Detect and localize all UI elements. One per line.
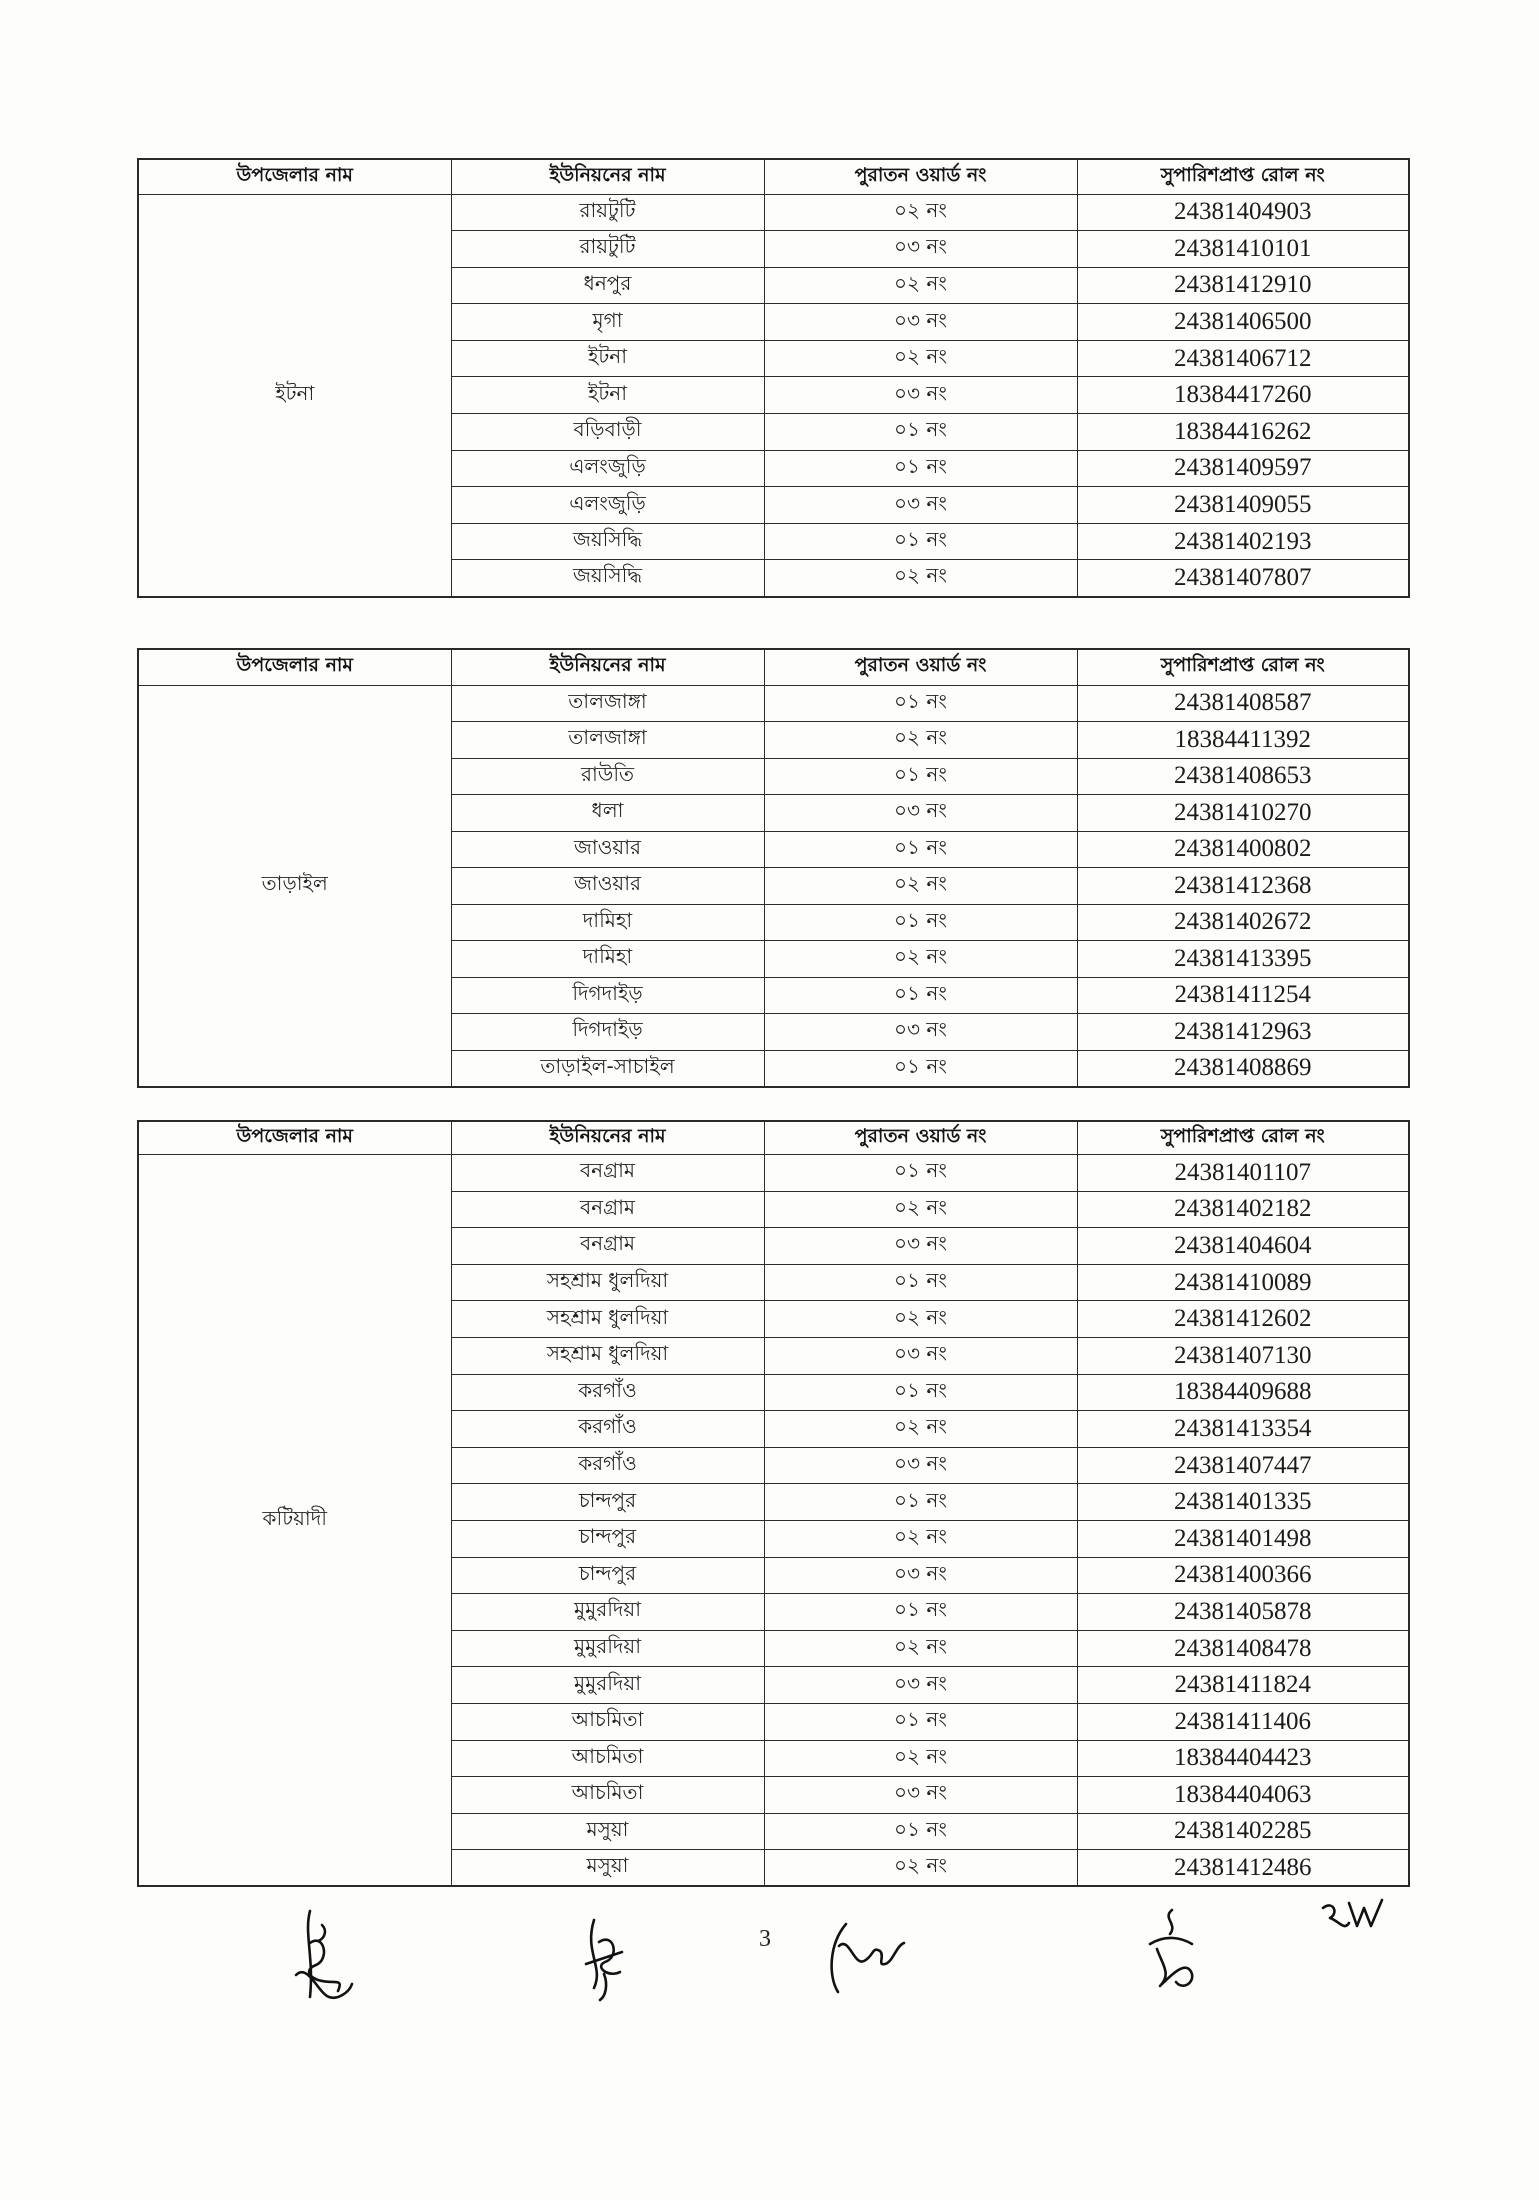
roll-cell: 24381410270 xyxy=(1077,795,1409,832)
union-cell: এলংজুড়ি xyxy=(451,450,764,487)
roll-cell: 24381411406 xyxy=(1077,1703,1409,1740)
union-cell: তালজাঙ্গা xyxy=(451,685,764,722)
recommended-roll-table-3 xyxy=(137,1120,1410,1887)
union-cell: চান্দপুর xyxy=(451,1557,764,1594)
ward-cell: ০৩ নং xyxy=(764,1337,1077,1374)
union-cell: বনগ্রাম xyxy=(451,1228,764,1265)
union-cell: আচমিতা xyxy=(451,1740,764,1777)
roll-cell: 24381401107 xyxy=(1077,1155,1409,1192)
union-cell: করগাঁও xyxy=(451,1374,764,1411)
union-cell: ধলা xyxy=(451,795,764,832)
roll-cell: 18384404063 xyxy=(1077,1777,1409,1814)
union-cell: তালজাঙ্গা xyxy=(451,722,764,759)
ward-cell: ০১ নং xyxy=(764,1813,1077,1850)
union-cell: আচমিতা xyxy=(451,1777,764,1814)
union-cell: মুমুরদিয়া xyxy=(451,1630,764,1667)
union-cell: তাড়াইল-সাচাইল xyxy=(451,1050,764,1087)
union-cell: করগাঁও xyxy=(451,1411,764,1448)
roll-cell: 18384416262 xyxy=(1077,414,1409,451)
ward-cell: ০৩ নং xyxy=(764,795,1077,832)
header-row xyxy=(138,649,1409,685)
table-row xyxy=(138,685,1409,722)
roll-cell: 24381406500 xyxy=(1077,304,1409,341)
ward-cell: ০৩ নং xyxy=(764,1228,1077,1265)
roll-cell: 24381407130 xyxy=(1077,1337,1409,1374)
roll-cell: 24381402285 xyxy=(1077,1813,1409,1850)
roll-cell: 18384411392 xyxy=(1077,722,1409,759)
ward-cell: ০১ নং xyxy=(764,1155,1077,1192)
header-row xyxy=(138,1121,1409,1155)
ward-cell: ০৩ নং xyxy=(764,487,1077,524)
table-header xyxy=(138,1121,1409,1155)
roll-cell: 24381410089 xyxy=(1077,1264,1409,1301)
union-cell: মসুয়া xyxy=(451,1813,764,1850)
union-cell: এলংজুড়ি xyxy=(451,487,764,524)
union-cell: দিগদাইড় xyxy=(451,977,764,1014)
roll-cell: 24381408587 xyxy=(1077,685,1409,722)
signature-4 xyxy=(1142,1904,1204,1996)
ward-cell: ০২ নং xyxy=(764,340,1077,377)
column-header-ward: পুরাতন ওয়ার্ড নং xyxy=(764,159,1077,194)
roll-cell: 24381412910 xyxy=(1077,267,1409,304)
column-header-union: ইউনিয়নের নাম xyxy=(451,649,764,685)
union-cell: জয়সিদ্ধি xyxy=(451,560,764,597)
roll-cell: 24381407447 xyxy=(1077,1447,1409,1484)
union-cell: দামিহা xyxy=(451,904,764,941)
ward-cell: ০৩ নং xyxy=(764,1777,1077,1814)
column-header-roll: সুপারিশপ্রাপ্ত রোল নং xyxy=(1077,159,1409,194)
signature-1 xyxy=(288,1905,360,2007)
column-header-roll: সুপারিশপ্রাপ্ত রোল নং xyxy=(1077,649,1409,685)
table-row xyxy=(138,194,1409,231)
roll-cell: 24381404903 xyxy=(1077,194,1409,231)
union-cell: ধনপুর xyxy=(451,267,764,304)
ward-cell: ০২ নং xyxy=(764,194,1077,231)
union-cell: মুমুরদিয়া xyxy=(451,1594,764,1631)
header-row xyxy=(138,159,1409,194)
roll-cell: 24381412486 xyxy=(1077,1850,1409,1887)
ward-cell: ০১ নং xyxy=(764,831,1077,868)
ward-cell: ০৩ নং xyxy=(764,1667,1077,1704)
ward-cell: ০৩ নং xyxy=(764,1014,1077,1051)
ward-cell: ০২ নং xyxy=(764,1301,1077,1338)
ward-cell: ০৩ নং xyxy=(764,304,1077,341)
roll-cell: 24381404604 xyxy=(1077,1228,1409,1265)
union-cell: বনগ্রাম xyxy=(451,1191,764,1228)
union-cell: চান্দপুর xyxy=(451,1520,764,1557)
roll-cell: 24381412963 xyxy=(1077,1014,1409,1051)
roll-cell: 24381411254 xyxy=(1077,977,1409,1014)
roll-cell: 24381408478 xyxy=(1077,1630,1409,1667)
column-header-upazila: উপজেলার নাম xyxy=(138,159,451,194)
ward-cell: ০২ নং xyxy=(764,722,1077,759)
column-header-union: ইউনিয়নের নাম xyxy=(451,159,764,194)
roll-cell: 24381402672 xyxy=(1077,904,1409,941)
roll-cell: 24381406712 xyxy=(1077,340,1409,377)
ward-cell: ০২ নং xyxy=(764,1850,1077,1887)
ward-cell: ০১ নং xyxy=(764,1264,1077,1301)
union-cell: জাওয়ার xyxy=(451,831,764,868)
union-cell: দামিহা xyxy=(451,941,764,978)
ward-cell: ০১ নং xyxy=(764,1484,1077,1521)
ward-cell: ০২ নং xyxy=(764,1191,1077,1228)
union-cell: জাওয়ার xyxy=(451,868,764,905)
union-cell: বড়িবাড়ী xyxy=(451,414,764,451)
union-cell: সহশ্রাম ধুলদিয়া xyxy=(451,1264,764,1301)
table-row xyxy=(138,1155,1409,1192)
roll-cell: 24381409597 xyxy=(1077,450,1409,487)
union-cell: সহশ্রাম ধুলদিয়া xyxy=(451,1337,764,1374)
ward-cell: ০১ নং xyxy=(764,977,1077,1014)
table-body xyxy=(138,1155,1409,1887)
union-cell: রায়টুটি xyxy=(451,194,764,231)
union-cell: জয়সিদ্ধি xyxy=(451,523,764,560)
roll-cell: 24381407807 xyxy=(1077,560,1409,597)
column-header-union: ইউনিয়নের নাম xyxy=(451,1121,764,1155)
roll-cell: 24381400366 xyxy=(1077,1557,1409,1594)
signature-5 xyxy=(1318,1893,1390,1939)
ward-cell: ০২ নং xyxy=(764,1411,1077,1448)
column-header-ward: পুরাতন ওয়ার্ড নং xyxy=(764,1121,1077,1155)
page-number: 3 xyxy=(759,1926,771,1952)
ward-cell: ০২ নং xyxy=(764,1630,1077,1667)
column-header-ward: পুরাতন ওয়ার্ড নং xyxy=(764,649,1077,685)
table-header xyxy=(138,649,1409,685)
ward-cell: ০২ নং xyxy=(764,560,1077,597)
recommended-roll-table-1 xyxy=(137,158,1410,598)
union-cell: ইটনা xyxy=(451,340,764,377)
table-header xyxy=(138,159,1409,194)
ward-cell: ০১ নং xyxy=(764,758,1077,795)
union-cell: রায়টুটি xyxy=(451,231,764,268)
ward-cell: ০২ নং xyxy=(764,1740,1077,1777)
roll-cell: 24381405878 xyxy=(1077,1594,1409,1631)
roll-cell: 24381401498 xyxy=(1077,1520,1409,1557)
column-header-roll: সুপারিশপ্রাপ্ত রোল নং xyxy=(1077,1121,1409,1155)
signature-2 xyxy=(574,1912,636,2004)
union-cell: সহশ্রাম ধুলদিয়া xyxy=(451,1301,764,1338)
ward-cell: ০২ নং xyxy=(764,1520,1077,1557)
signature-3 xyxy=(824,1916,912,1996)
union-cell: করগাঁও xyxy=(451,1447,764,1484)
ward-cell: ০২ নং xyxy=(764,941,1077,978)
roll-cell: 18384409688 xyxy=(1077,1374,1409,1411)
roll-cell: 24381402193 xyxy=(1077,523,1409,560)
upazila-cell: তাড়াইল xyxy=(138,685,451,1087)
roll-cell: 18384404423 xyxy=(1077,1740,1409,1777)
union-cell: আচমিতা xyxy=(451,1703,764,1740)
roll-cell: 18384417260 xyxy=(1077,377,1409,414)
upazila-cell: কটিয়াদী xyxy=(138,1155,451,1887)
roll-cell: 24381408653 xyxy=(1077,758,1409,795)
ward-cell: ০৩ নং xyxy=(764,1557,1077,1594)
ward-cell: ০২ নং xyxy=(764,868,1077,905)
roll-cell: 24381413395 xyxy=(1077,941,1409,978)
roll-cell: 24381402182 xyxy=(1077,1191,1409,1228)
ward-cell: ০১ নং xyxy=(764,1374,1077,1411)
ward-cell: ০১ নং xyxy=(764,685,1077,722)
union-cell: মুমুরদিয়া xyxy=(451,1667,764,1704)
roll-cell: 24381408869 xyxy=(1077,1050,1409,1087)
table-body xyxy=(138,685,1409,1087)
union-cell: চান্দপুর xyxy=(451,1484,764,1521)
union-cell: দিগদাইড় xyxy=(451,1014,764,1051)
ward-cell: ০১ নং xyxy=(764,1050,1077,1087)
roll-cell: 24381412368 xyxy=(1077,868,1409,905)
ward-cell: ০১ নং xyxy=(764,904,1077,941)
ward-cell: ০১ নং xyxy=(764,1703,1077,1740)
union-cell: ইটনা xyxy=(451,377,764,414)
table-body xyxy=(138,194,1409,597)
union-cell: রাউতি xyxy=(451,758,764,795)
column-header-upazila: উপজেলার নাম xyxy=(138,649,451,685)
column-header-upazila: উপজেলার নাম xyxy=(138,1121,451,1155)
ward-cell: ০৩ নং xyxy=(764,1447,1077,1484)
roll-cell: 24381410101 xyxy=(1077,231,1409,268)
roll-cell: 24381413354 xyxy=(1077,1411,1409,1448)
roll-cell: 24381409055 xyxy=(1077,487,1409,524)
ward-cell: ০১ নং xyxy=(764,450,1077,487)
ward-cell: ০১ নং xyxy=(764,1594,1077,1631)
ward-cell: ০১ নং xyxy=(764,414,1077,451)
union-cell: বনগ্রাম xyxy=(451,1155,764,1192)
ward-cell: ০৩ নং xyxy=(764,377,1077,414)
recommended-roll-table-2 xyxy=(137,648,1410,1088)
union-cell: মৃগা xyxy=(451,304,764,341)
roll-cell: 24381411824 xyxy=(1077,1667,1409,1704)
union-cell: মসুয়া xyxy=(451,1850,764,1887)
ward-cell: ০২ নং xyxy=(764,267,1077,304)
roll-cell: 24381401335 xyxy=(1077,1484,1409,1521)
ward-cell: ০৩ নং xyxy=(764,231,1077,268)
roll-cell: 24381412602 xyxy=(1077,1301,1409,1338)
roll-cell: 24381400802 xyxy=(1077,831,1409,868)
upazila-cell: ইটনা xyxy=(138,194,451,597)
ward-cell: ০১ নং xyxy=(764,523,1077,560)
